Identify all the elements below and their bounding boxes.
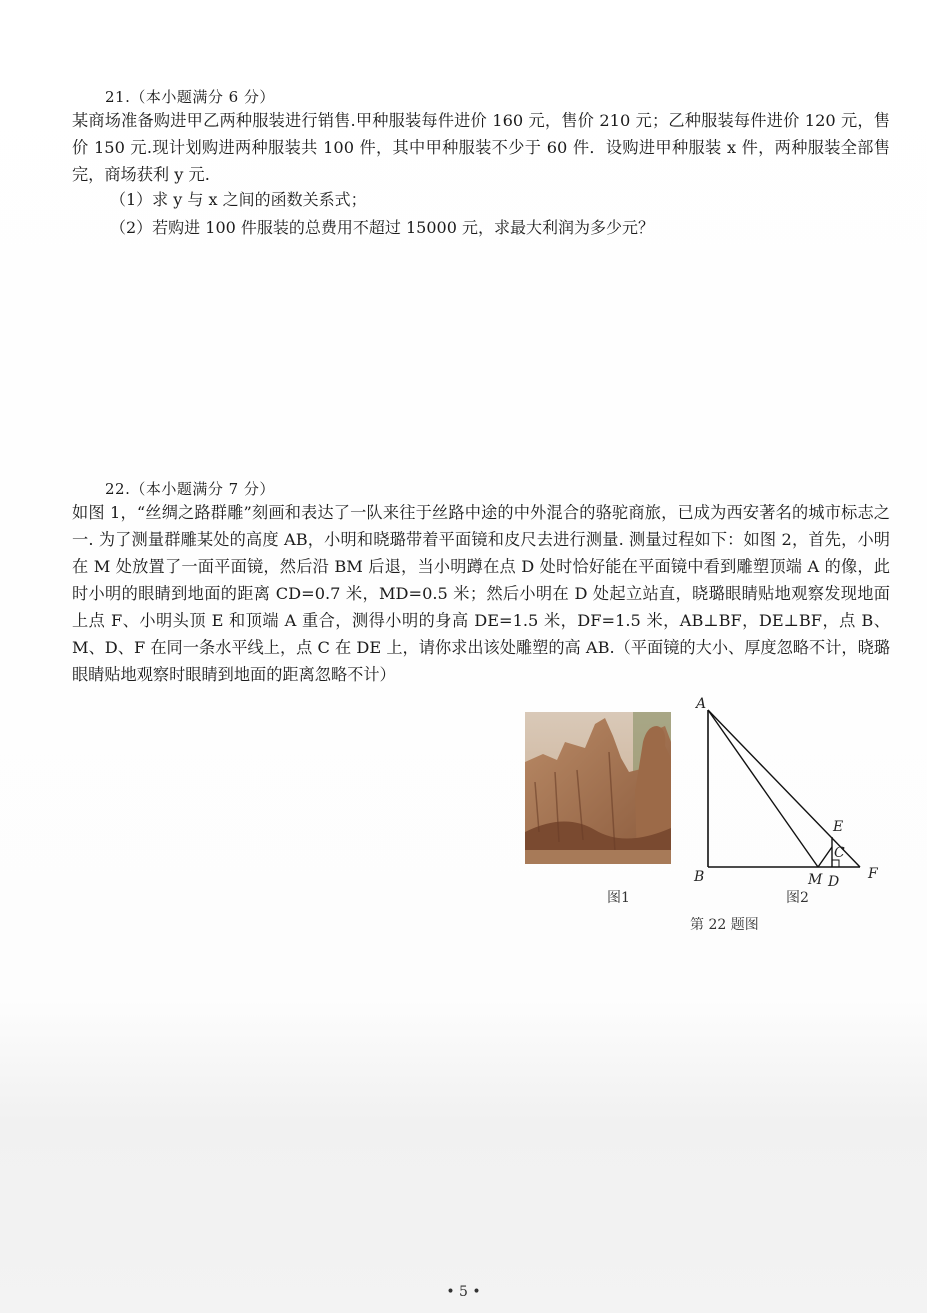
page-number: • 5 • <box>446 1284 481 1300</box>
label-D: D <box>828 874 840 890</box>
segment-AF <box>708 710 860 867</box>
label-F: F <box>868 866 878 882</box>
geometry-diagram <box>690 695 890 895</box>
segment-AM <box>708 710 818 867</box>
right-angle-mark <box>832 860 839 867</box>
figure2-caption: 图2 <box>786 890 809 906</box>
q21-heading: 21.（本小题满分 6 分） <box>105 88 275 106</box>
label-C: C <box>834 845 845 861</box>
figure1-caption: 图1 <box>607 890 630 906</box>
figure-caption: 第 22 题图 <box>690 917 759 933</box>
segment-MC <box>818 847 832 867</box>
q22-heading: 22.（本小题满分 7 分） <box>105 480 275 498</box>
q21-part2: （2）若购进 100 件服装的总费用不超过 15000 元，求最大利润为多少元？ <box>110 218 654 237</box>
q21-part1: （1）求 y 与 x 之间的函数关系式； <box>110 190 367 209</box>
q21-body: 某商场准备购进甲乙两种服装进行销售.甲种服装每件进价 160 元，售价 210 元；乙种服装每件进价 120 元，售价 150 元.现计划购进两种服装共 100 件，其中甲种服装不少于 60 件．设购进甲种服装 x 件，两种服装全部售完，商场获利 y 元. <box>72 111 890 184</box>
label-A: A <box>696 696 707 712</box>
sculpture-photo <box>525 712 671 864</box>
q22-body: 如图 1，“丝绸之路群雕”刻画和表达了一队来往于丝路中途的中外混合的骆驼商旅，已成为西安著名的城市标志之一. 为了测量群雕某处的高度 AB，小明和晓璐带着平面镜和皮尺去进行测量. 测量过程如下：如图 2，首先，小明在 M 处放置了一面平面镜，然后沿 BM 后退，当小明蹲在点 D 处时恰好能在平面镜中看到雕塑顶端 A 的像，此时小明的眼睛到地面的距离 CD=0.7 米，MD=0.5 米；然后小明在 D 处起立站直，晓璐眼睛贴地观察发现地面上点 F、小明头顶 E 和顶端 A 重合，测得小明的身高 DE=1.5 米，DF=1.5 米，AB⊥BF，DE⊥BF，点 B、M、D、F 在同一条水平线上，点 C 在 DE 上，请你求出该处雕塑的高 AB.（平面镜的大小、厚度忽略不计，晓璐眼睛贴地观察时眼睛到地面的距离忽略不计） <box>72 503 890 684</box>
label-E: E <box>833 819 844 835</box>
label-M: M <box>808 872 823 888</box>
label-B: B <box>694 869 705 885</box>
